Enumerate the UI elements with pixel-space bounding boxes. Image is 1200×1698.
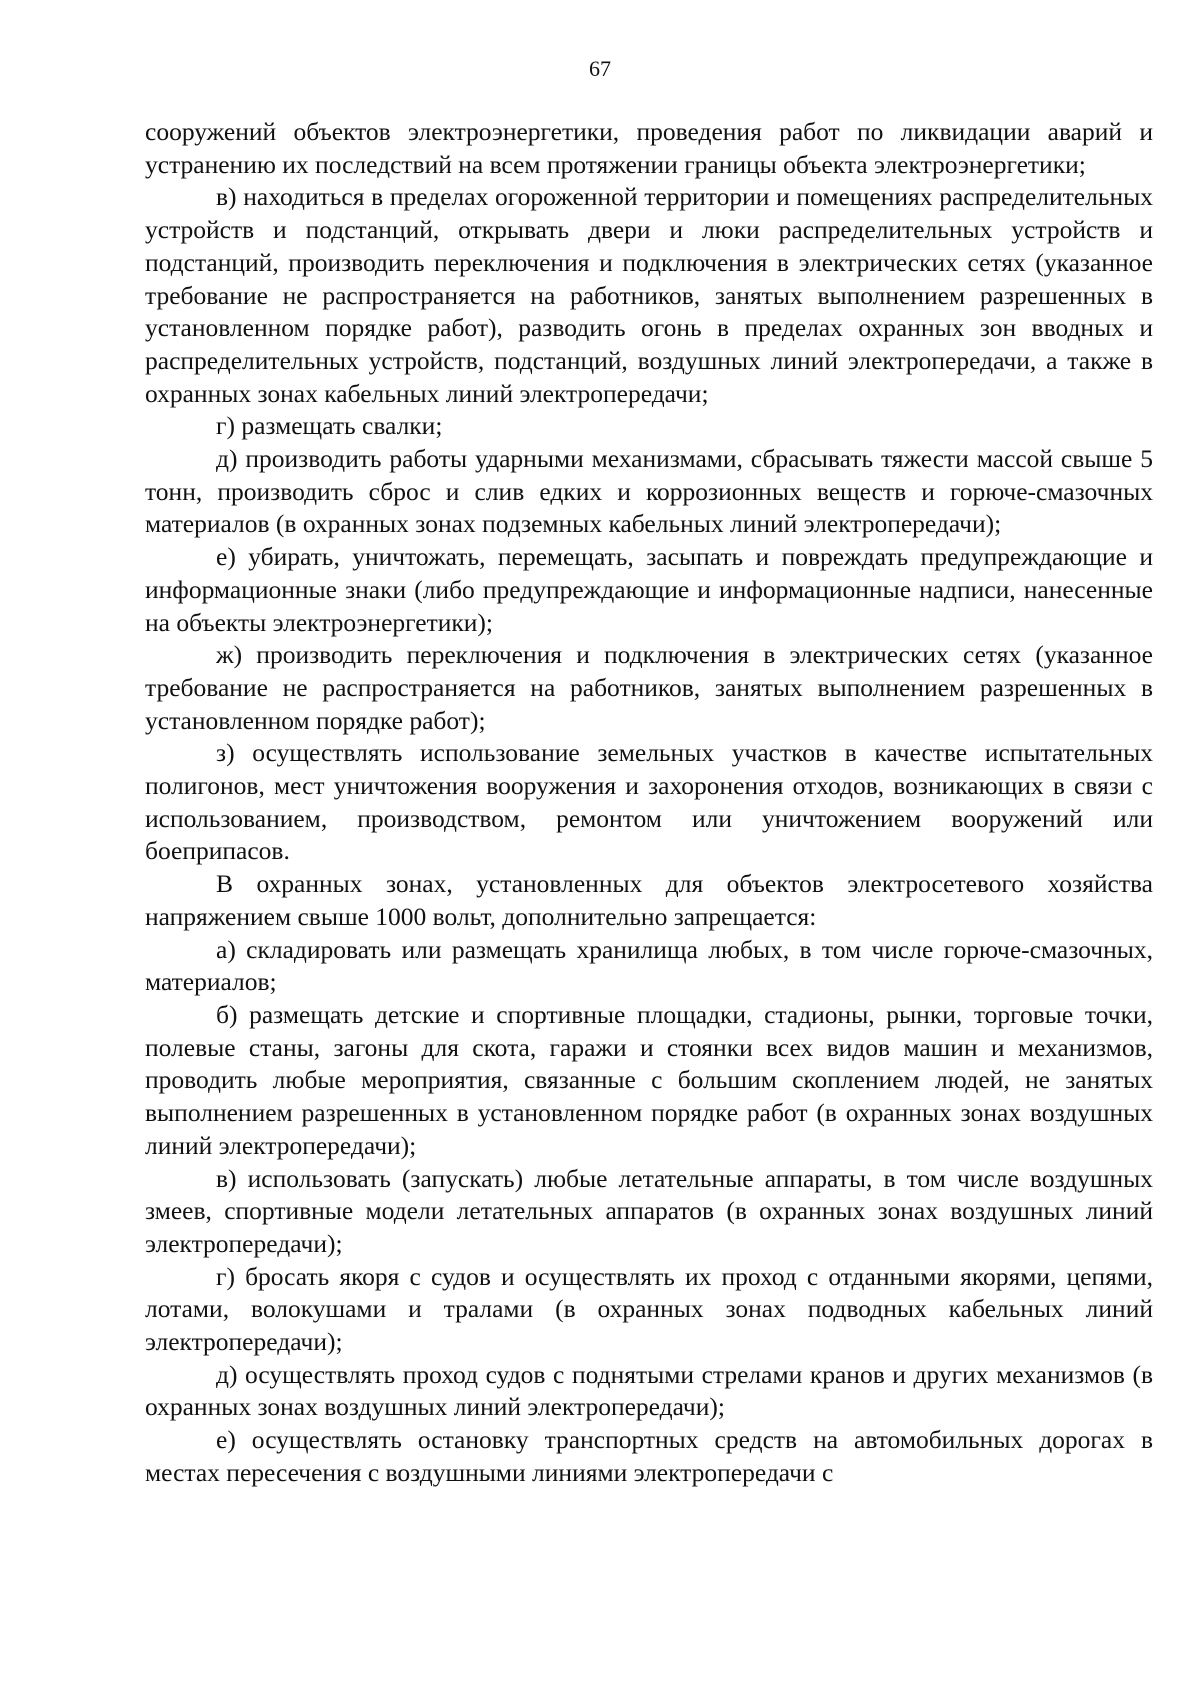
list-item-g-2: г) бросать якоря с судов и осуществлять их проход с отданными якорями, цепями, лотами, волокушами и тралами (в охранных зонах подводных кабельных линий электропередачи); — [145, 1261, 1153, 1357]
page-number: 67 — [589, 56, 611, 81]
list-item-a: а) складировать или размещать хранилища любых, в том числе горюче-смазочных, материалов; — [145, 934, 1153, 997]
list-item-g: г) размещать свалки; — [216, 411, 443, 441]
document-body — [145, 116, 1153, 1490]
list-item-zh: ж) производить переключения и подключения в электрических сетях (указанное требование не распространяется на работников, занятых выполнением разрешенных в установленном порядке работ); — [145, 640, 1153, 735]
section-intro-paragraph: В охранных зонах, установленных для объектов электросетевого хозяйства напряжением свыше 1000 вольт, дополнительно запрещается: — [145, 869, 1153, 931]
list-item-d: д) производить работы ударными механизмами, сбрасывать тяжести массой свыше 5 тонн, производить сброс и слив едких и коррозионных веществ и горюче-смазочных материалов (в охранных зонах подземных кабельных линий электропередачи); — [145, 444, 1153, 539]
list-item-b: б) размещать детские и спортивные площадки, стадионы, рынки, торговые точки, полевые станы, загоны для скота, гаражи и стоянки всех видов машин и механизмов, проводить любые мероприятия, связанные с большим скоплением людей, не занятых выполнением разрешенных в установленном порядке работ (в охранных зонах воздушных линий электропередачи); — [145, 999, 1153, 1160]
list-item-v-2: в) использовать (запускать) любые летательные аппараты, в том числе воздушных змеев, спортивные модели летательных аппаратов (в охранных зонах воздушных линий электропередачи); — [145, 1163, 1153, 1258]
list-item-d-2: д) осуществлять проход судов с поднятыми стрелами кранов и других механизмов (в охранных зонах воздушных линий электропередачи); — [145, 1359, 1153, 1422]
paragraph: сооружений объектов электроэнергетики, проведения работ по ликвидации аварий и устранению их последствий на всем протяжении границы объекта электроэнергетики; — [145, 117, 1153, 179]
list-item-e: е) убирать, уничтожать, перемещать, засыпать и повреждать предупреждающие и информационные знаки (либо предупреждающие и информационные надписи, нанесенные на объекты электроэнергетики); — [145, 542, 1153, 637]
list-item-z: з) осуществлять использование земельных участков в качестве испытательных полигонов, мест уничтожения вооружения и захоронения отходов, возникающих в связи с использованием, производством, ремонтом или уничтожением вооружений или боеприпасов. — [145, 738, 1153, 866]
list-item-v: в) находиться в пределах огороженной территории и помещениях распределительных устройств и подстанций, открывать двери и люки распределительных устройств и подстанций, производить переключения и подключения в электрических сетях (указанное требование не распространяется на работников, занятых выполнением разрешенных в установленном порядке работ), разводить огонь в пределах охранных зон вводных и распределительных устройств, подстанций, воздушных линий электропередачи, а также в охранных зонах кабельных линий электропередачи; — [145, 182, 1153, 408]
list-item-e-2: е) осуществлять остановку транспортных средств на автомобильных дорогах в местах пересечения с воздушными линиями электропередачи с — [145, 1425, 1153, 1487]
